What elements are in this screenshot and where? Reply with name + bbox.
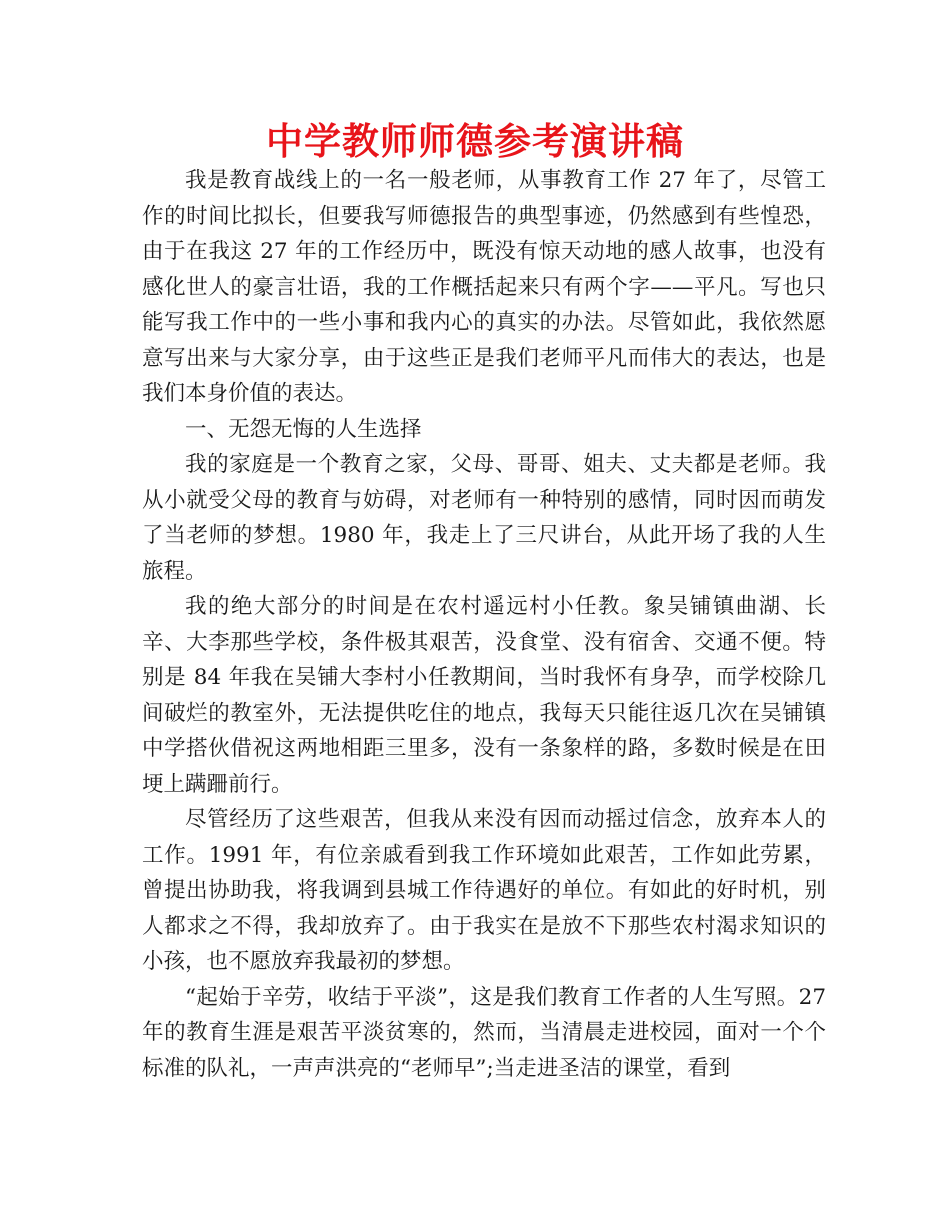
section-heading: 一、无怨无悔的人生选择 [185,416,422,442]
paragraph-family: 我的家庭是一个教育之家，父母、哥哥、姐夫、丈夫都是老师。我从小就受父母的教育与妨碍，对老师有一种特别的感情，同时因而萌发了当老师的梦想。1980 年，我走上了三尺讲台，从此开场了我的人生旅程。 [142,452,826,584]
paragraph-intro: 我是教育战线上的一名一般老师，从事教育工作 27 年了，尽管工作的时间比拟长，但要我写师德报告的典型事迹，仍然感到有些惶恐，由于在我这 27 年的工作经历中，既没有惊天动地的感人故事，也没有感化世人的豪言壮语，我的工作概括起来只有两个字——平凡。写也只能写我工作中的一些小事和我内心的真实的办法。尽管如此，我依然愿意写出来与大家分享，由于这些正是我们老师平凡而伟大的表达，也是我们本身价值的表达。 [142,168,826,406]
document-title: 中学教师师德参考演讲稿 [266,120,684,163]
paragraph-perseverance: 尽管经历了这些艰苦，但我从来没有因而动摇过信念，放弃本人的工作。1991 年，有位亲戚看到我工作环境如此艰苦，工作如此劳累，曾提出协助我，将我调到县城工作待遇好的单位。有如此的好时机，别人都求之不得，我却放弃了。由于我实在是放不下那些农村渴求知识的小孩，也不愿放弃我最初的梦想。 [142,807,826,974]
paragraph-career-reflection: “起始于辛劳，收结于平淡”，这是我们教育工作者的人生写照。27 年的教育生涯是艰苦平淡贫寒的，然而，当清晨走进校园，面对一个个标准的队礼，一声声洪亮的“老师早”;当走进圣洁的课堂，看到 [142,984,826,1081]
document-body [142,163,826,1086]
paragraph-rural-schools: 我的绝大部分的时间是在农村遥远村小任教。象吴铺镇曲湖、长辛、大李那些学校，条件极其艰苦，没食堂、没有宿舍、交通不便。特别是 84 年我在吴铺大李村小任教期间，当时我怀有身孕，而学校除几间破烂的教室外，无法提供吃住的地点，我每天只能往返几次在吴铺镇中学搭伙借祝这两地相距三里多，没有一条象样的路，多数时候是在田埂上蹒跚前行。 [142,594,826,797]
